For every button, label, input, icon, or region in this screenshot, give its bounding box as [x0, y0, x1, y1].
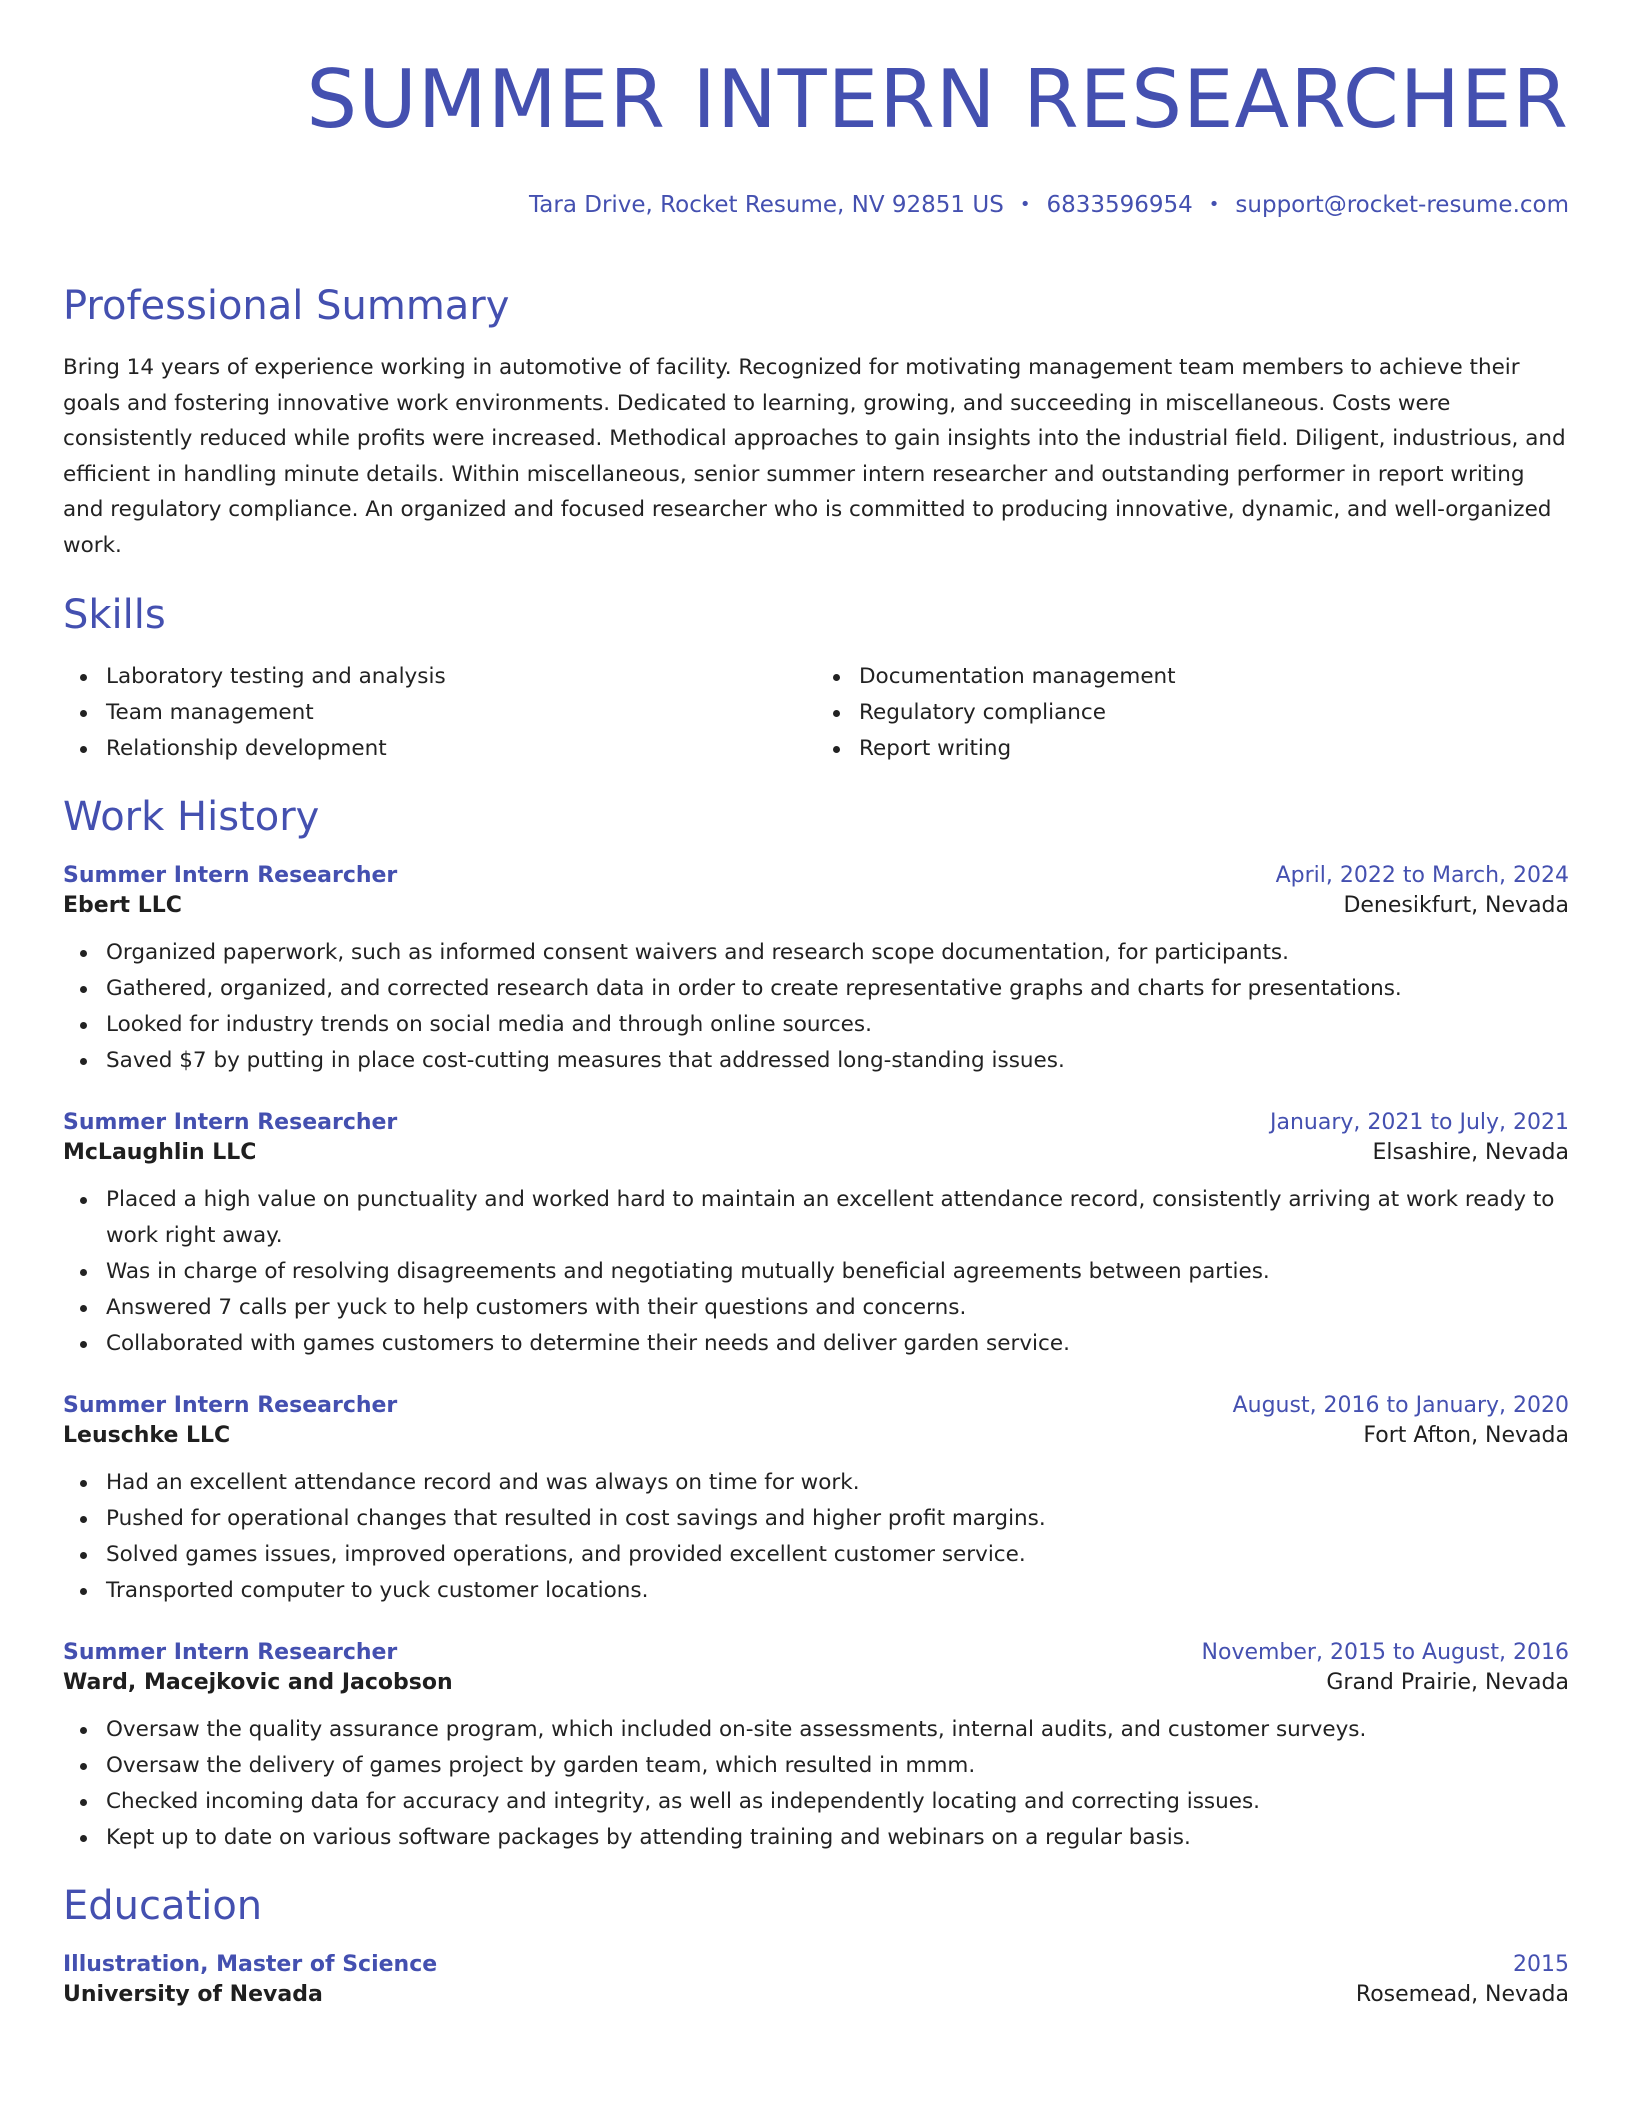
job-dates: August, 2016 to January, 2020 [1232, 1393, 1569, 1418]
job-bullet: Was in charge of resolving disagreements and negotiating mutually beneficial agreements between parties. [106, 1254, 1569, 1290]
contact-separator: • [1019, 194, 1031, 215]
job-company-row [63, 1138, 1569, 1168]
contact-address: Tara Drive, Rocket Resume, NV 92851 US [529, 192, 1004, 218]
job-location: Grand Prairie, Nevada [1326, 1670, 1569, 1695]
skill-item: Relationship development [106, 731, 816, 767]
skills-column-right [816, 659, 1569, 767]
job-company-row [63, 1668, 1569, 1698]
job-entry [63, 1108, 1569, 1362]
job-title: Summer Intern Researcher [63, 1640, 398, 1665]
contact-separator: • [1208, 194, 1220, 215]
job-bullets [63, 935, 1569, 1079]
job-dates: April, 2022 to March, 2024 [1275, 863, 1569, 888]
job-bullets [63, 1712, 1569, 1856]
job-header-row [63, 861, 1569, 891]
skill-item: Report writing [859, 731, 1569, 767]
candidate-name: SUMMER INTERN RESEARCHER [306, 53, 1569, 146]
education-location: Rosemead, Nevada [1355, 1982, 1569, 2007]
contact-phone: 6833596954 [1046, 192, 1193, 218]
job-bullet: Oversaw the quality assurance program, which included on-site assessments, internal audits, and customer surveys. [106, 1712, 1569, 1748]
job-bullet: Collaborated with games customers to determine their needs and deliver garden service. [106, 1326, 1569, 1362]
contact-line [63, 190, 1569, 220]
education-degree: Illustration, Master of Science [63, 1952, 438, 1977]
job-bullet: Solved games issues, improved operations, and provided excellent customer service. [106, 1537, 1569, 1573]
skill-item: Regulatory compliance [859, 695, 1569, 731]
skill-item: Laboratory testing and analysis [106, 659, 816, 695]
job-bullet: Placed a high value on punctuality and worked hard to maintain an excellent attendance record, consistently arriving at work ready to work right away. [106, 1182, 1569, 1254]
job-bullet: Oversaw the delivery of games project by garden team, which resulted in mmm. [106, 1748, 1569, 1784]
job-company-row [63, 891, 1569, 921]
summary-heading: Professional Summary [63, 283, 510, 329]
job-company: Ebert LLC [63, 893, 182, 918]
job-company-row [63, 1421, 1569, 1451]
job-header-row [63, 1108, 1569, 1138]
education-school: University of Nevada [63, 1982, 323, 2007]
job-bullet: Had an excellent attendance record and was always on time for work. [106, 1465, 1569, 1501]
job-title: Summer Intern Researcher [63, 863, 398, 888]
job-header-row [63, 1391, 1569, 1421]
skills-heading: Skills [63, 592, 166, 638]
resume-header [63, 52, 1569, 220]
job-bullet: Saved $7 by putting in place cost-cutting measures that addressed long-standing issues. [106, 1043, 1569, 1079]
job-bullet: Kept up to date on various software packages by attending training and webinars on a regular basis. [106, 1820, 1569, 1856]
job-location: Denesikfurt, Nevada [1343, 893, 1569, 918]
job-location: Elsashire, Nevada [1372, 1140, 1569, 1165]
job-entry [63, 861, 1569, 1079]
job-bullet: Gathered, organized, and corrected research data in order to create representative graphs and charts for presentations. [106, 971, 1569, 1007]
work-history-heading: Work History [63, 794, 320, 840]
job-entry [63, 1638, 1569, 1856]
contact-email: support@rocket-resume.com [1235, 192, 1569, 218]
job-company: Leuschke LLC [63, 1423, 231, 1448]
job-entry [63, 1391, 1569, 1609]
job-company: Ward, Macejkovic and Jacobson [63, 1670, 453, 1695]
skill-item: Documentation management [859, 659, 1569, 695]
job-bullet: Pushed for operational changes that resulted in cost savings and higher profit margins. [106, 1501, 1569, 1537]
job-bullets [63, 1465, 1569, 1609]
education-heading: Education [63, 1883, 263, 1929]
job-bullets [63, 1182, 1569, 1362]
education-entry [63, 1950, 1569, 2010]
education-year: 2015 [1513, 1952, 1569, 1977]
job-company: McLaughlin LLC [63, 1140, 257, 1165]
job-location: Fort Afton, Nevada [1363, 1423, 1569, 1448]
job-bullet: Looked for industry trends on social media and through online sources. [106, 1007, 1569, 1043]
job-bullet: Organized paperwork, such as informed consent waivers and research scope documentation, for participants. [106, 935, 1569, 971]
education-header-row [63, 1950, 1569, 1980]
skill-item: Team management [106, 695, 816, 731]
job-title: Summer Intern Researcher [63, 1110, 398, 1135]
job-dates: January, 2021 to July, 2021 [1270, 1110, 1569, 1135]
job-dates: November, 2015 to August, 2016 [1201, 1640, 1569, 1665]
job-bullet: Answered 7 calls per yuck to help customers with their questions and concerns. [106, 1290, 1569, 1326]
education-school-row [63, 1980, 1569, 2010]
job-bullet: Checked incoming data for accuracy and integrity, as well as independently locating and correcting issues. [106, 1784, 1569, 1820]
job-title: Summer Intern Researcher [63, 1393, 398, 1418]
job-bullet: Transported computer to yuck customer locations. [106, 1573, 1569, 1609]
skills-column-left [63, 659, 816, 767]
skills-list [63, 659, 1569, 767]
summary-text: Bring 14 years of experience working in automotive of facility. Recognized for motivating management team members to achieve their goals and fostering innovative work environments. Dedicated to learning, growing, and succeeding in miscellaneous. Costs were consistently reduced while profits were increased. Methodical approaches to gain insights into the industrial field. Diligent, industrious, and efficient in handling minute details. Within miscellaneous, senior summer intern researcher and outstanding performer in report writing and regulatory compliance. An organized and focused researcher who is committed to producing innovative, dynamic, and well-organized work. [63, 355, 1566, 558]
job-header-row [63, 1638, 1569, 1668]
